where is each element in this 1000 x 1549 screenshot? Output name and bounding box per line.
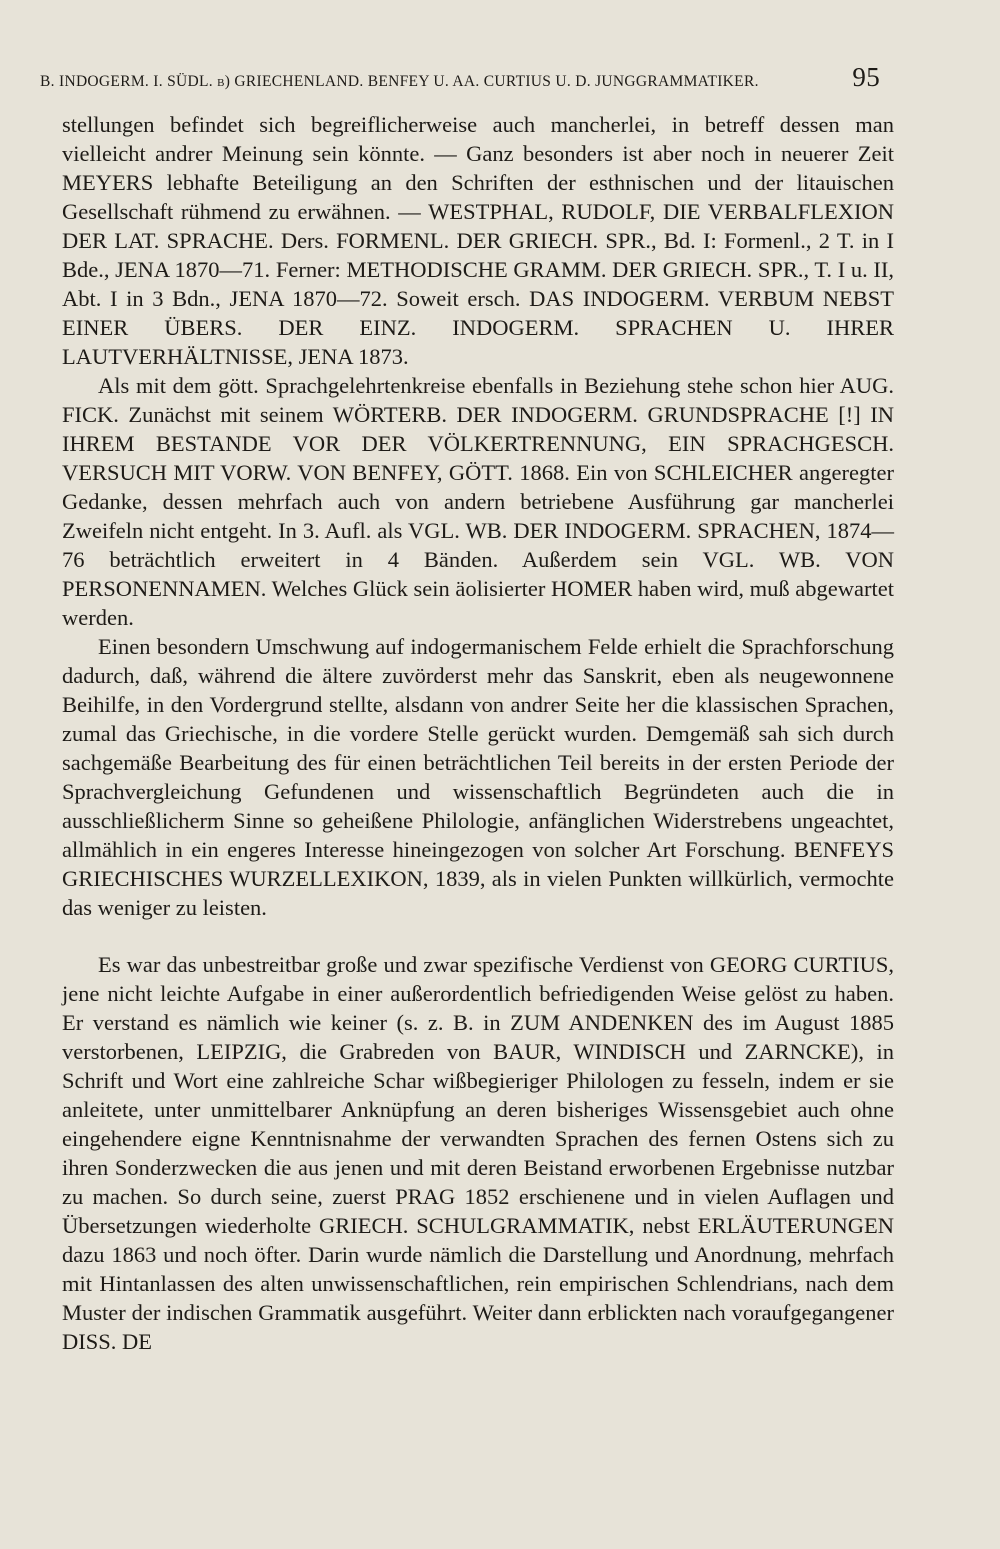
paragraph: stellungen befindet sich begreiflicherweise auch mancherlei, in betreff dessen man vielleicht andrer Meinung sein könnte. — Ganz besonders ist aber noch in neuerer Zeit MEYERS lebhafte Beteiligung an den Schriften der esthnischen und der litauischen Gesellschaft rühmend zu erwähnen. — WESTPHAL, RUDOLF, DIE VERBALFLEXION DER LAT. SPRACHE. Ders. FORMENL. DER GRIECH. SPR., Bd. I: Formenl., 2 T. in I Bde., JENA 1870—71. Ferner: METHODISCHE GRAMM. DER GRIECH. SPR., T. I u. II, Abt. I in 3 Bdn., JENA 1870—72. Soweit ersch. DAS INDOGERM. VERBUM NEBST EINER ÜBERS. DER EINZ. INDOGERM. SPRACHEN U. IHRER LAUTVERHÄLTNISSE, JENA 1873. — [62, 112, 894, 369]
paragraph: Einen besondern Umschwung auf indogermanischem Felde erhielt die Sprachforschung dadurch, daß, während die ältere zuvörderst mehr das Sanskrit, eben als neugewonnene Beihilfe, in den Vordergrund stellte, alsdann von andrer Seite her die klassischen Sprachen, zumal das Griechische, in die vordere Stelle gerückt wurden. Demgemäß sah sich durch sachgemäße Bearbeitung des für einen beträchtlichen Teil bereits in der ersten Periode der Sprachvergleichung Gefundenen und wissenschaftlich Begründeten auch die in ausschließlicherm Sinne so geheißene Philologie, anfänglichen Widerstrebens ungeachtet, allmählich in ein engeres Interesse hineingezogen von solcher Art Forschung. BENFEYS GRIECHISCHES WURZELLEXIKON, 1839, als in vielen Punkten willkürlich, vermochte das weniger zu leisten. — [62, 634, 894, 920]
paragraph: Es war das unbestreitbar große und zwar spezifische Verdienst von GEORG CURTIUS, jene nicht leichte Aufgabe in einer außerordentlich befriedigenden Weise gelöst zu haben. Er verstand es nämlich wie keiner (s. z. B. in ZUM ANDENKEN des im August 1885 verstorbenen, LEIPZIG, die Grabreden von BAUR, WINDISCH und ZARNCKE), in Schrift und Wort eine zahlreiche Schar wißbegieriger Philologen zu fesseln, indem er sie anleitete, unter unmittelbarer Anknüpfung an deren bisheriges Wissensgebiet auch ohne eingehendere eigne Kenntnisnahme der verwandten Sprachen des fernen Ostens sich zu ihren Sonderzwecken die aus jenen und mit deren Beistand erworbenen Ergebnisse nutzbar zu machen. So durch seine, zuerst PRAG 1852 erschienene und in vielen Auflagen und Übersetzungen wiederholte GRIECH. SCHULGRAMMATIK, nebst ERLÄUTERUNGEN dazu 1863 und noch öfter. Darin wurde nämlich die Darstellung und Anordnung, mehrfach mit Hintanlassen des alten unwissenschaftlichen, rein empirischen Schlendrians, nach dem Muster der indischen Grammatik ausgeführt. Weiter dann erblickten nach voraufgegangener DISS. DE — [62, 952, 894, 1354]
body-text — [62, 110, 894, 1356]
page-number: 95 — [852, 62, 880, 92]
running-head-title: B. INDOGERM. I. SÜDL. b) GRIECHENLAND. BENFEY U. AA. CURTIUS U. D. JUNGGRAMMATIKER. — [40, 73, 759, 90]
paragraph: Als mit dem gött. Sprachgelehrtenkreise ebenfalls in Beziehung stehe schon hier AUG. FICK. Zunächst mit seinem WÖRTERB. DER INDOGERM. GRUNDSPRACHE [!] IN IHREM BESTANDE VOR DER VÖLKERTRENNUNG, EIN SPRACHGESCH. VERSUCH MIT VORW. VON BENFEY, GÖTT. 1868. Ein von SCHLEICHER angeregter Gedanke, dessen mehrfach auch von andern betriebene Ausführung gar mancherlei Zweifeln nicht entgeht. In 3. Aufl. als VGL. WB. DER INDOGERM. SPRACHEN, 1874—76 beträchtlich erweitert in 4 Bänden. Außerdem sein VGL. WB. VON PERSONENNAMEN. Welches Glück sein äolisierter HOMER haben wird, muß abgewartet werden. — [62, 373, 894, 630]
running-head — [40, 62, 880, 93]
